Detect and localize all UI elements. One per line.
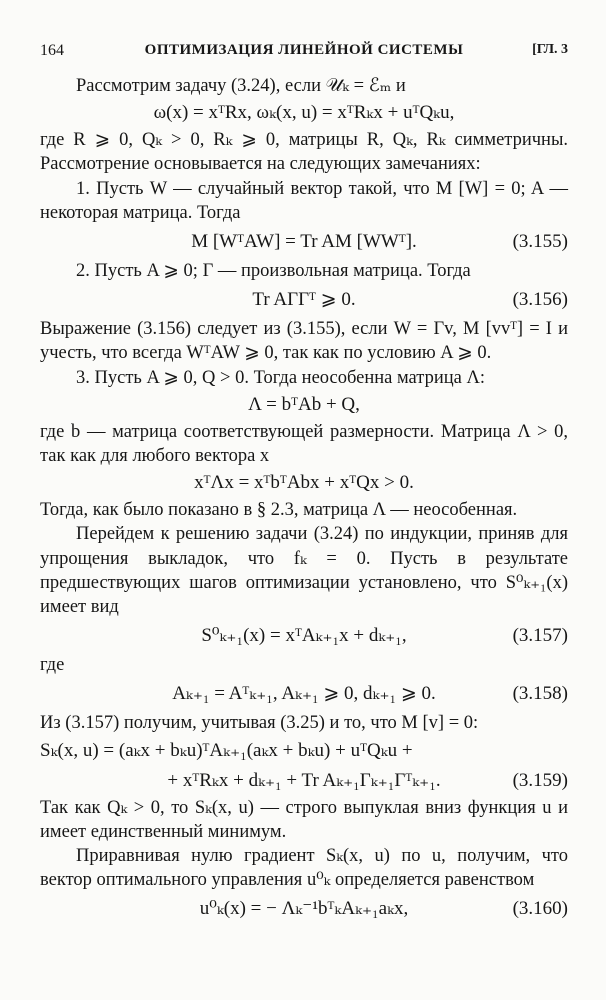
- running-header: [40, 42, 568, 66]
- equation-number: (3.157): [512, 625, 568, 647]
- formula: Sₖ(x, u) = (aₖx + bₖu)ᵀAₖ₊₁(aₖx + bₖu) + uᵀQₖu +: [40, 739, 413, 761]
- formula: xᵀΛx = xᵀbᵀAbx + xᵀQx > 0.: [194, 472, 414, 494]
- paragraph: Из (3.157) получим, учитывая (3.25) и то, что M [v] = 0:: [40, 713, 479, 734]
- equation: [40, 619, 568, 653]
- equation: [40, 283, 568, 317]
- formula: Aₖ₊₁ = Aᵀₖ₊₁, Aₖ₊₁ ⩾ 0, dₖ₊₁ ⩾ 0.: [172, 683, 436, 705]
- equation-number: (3.155): [512, 231, 568, 253]
- equation-number: (3.159): [512, 769, 568, 791]
- page-body: [40, 74, 568, 926]
- paragraph: Выражение (3.156) следует из (3.155), если W = Γv, M [vvᵀ] = I и учесть, что всегда WᵀAW ⩾ 0, так как по условию A ⩾ 0.: [40, 319, 568, 364]
- paragraph: 2. Пусть A ⩾ 0; Γ — произвольная матрица. Тогда: [76, 261, 471, 282]
- equation: [40, 98, 568, 128]
- page-number: 164: [40, 42, 64, 59]
- paragraph: где: [40, 655, 65, 676]
- equation: [40, 766, 568, 796]
- equation-number: (3.156): [512, 289, 568, 311]
- equation: [40, 390, 568, 420]
- chapter-marker: [ГЛ. 3: [532, 42, 568, 57]
- paragraph: 3. Пусть A ⩾ 0, Q > 0. Тогда неособенна матрица Λ:: [76, 367, 486, 388]
- formula: Tr AΓΓᵀ ⩾ 0.: [252, 289, 356, 311]
- equation-number: (3.158): [512, 683, 568, 705]
- paragraph: где R ⩾ 0, Qₖ > 0, Rₖ ⩾ 0, матрицы R, Qₖ, Rₖ симметричны. Рассмотрение основывается на следующих замечаниях:: [40, 130, 568, 175]
- equation: [40, 225, 568, 259]
- formula: M [WᵀAW] = Tr AM [WWᵀ].: [191, 231, 417, 253]
- formula: u⁰ₖ(x) = − Λₖ⁻¹bᵀₖAₖ₊₁aₖx,: [199, 898, 409, 920]
- equation: [40, 892, 568, 926]
- paragraph: где b — матрица соответствующей размерности. Матрица Λ > 0, так как для любого вектора x: [40, 421, 568, 467]
- paragraph: 1. Пусть W — случайный вектор такой, что M [W] = 0; A — некоторая матрица. Тогда: [40, 178, 568, 223]
- equation: [40, 736, 568, 766]
- formula: ω(x) = xᵀRx, ωₖ(x, u) = xᵀRₖx + uᵀQₖu,: [153, 102, 455, 124]
- paragraph: Приравнивая нулю градиент Sₖ(x, u) по u, получим, что вектор оптимального управления u⁰ₖ определяется равенством: [40, 846, 568, 891]
- paragraph: Перейдем к решению задачи (3.24) по индукции, приняв для упрощения выкладок, что fₖ = 0. Пусть в результате предшествующих шагов оптимизации установлено, что S⁰ₖ₊₁(x) имеет вид: [40, 524, 568, 618]
- formula: Λ = bᵀAb + Q,: [248, 393, 360, 415]
- paragraph: Рассмотрим задачу (3.24), если 𝒰ₖ = ℰₘ и: [76, 76, 406, 96]
- equation-number: (3.160): [512, 898, 568, 920]
- paragraph: Тогда, как было показано в § 2.3, матрица Λ — неособенная.: [40, 500, 518, 521]
- running-title: ОПТИМИЗАЦИЯ ЛИНЕЙНОЙ СИСТЕМЫ: [144, 42, 464, 58]
- formula: + xᵀRₖx + dₖ₊₁ + Tr Aₖ₊₁Γₖ₊₁Γᵀₖ₊₁.: [167, 769, 441, 791]
- paragraph: Так как Qₖ > 0, то Sₖ(x, u) — строго выпуклая вниз функция u и имеет единственный минимум.: [40, 797, 568, 842]
- equation: [40, 468, 568, 498]
- equation: [40, 677, 568, 711]
- formula: S⁰ₖ₊₁(x) = xᵀAₖ₊₁x + dₖ₊₁,: [201, 625, 407, 647]
